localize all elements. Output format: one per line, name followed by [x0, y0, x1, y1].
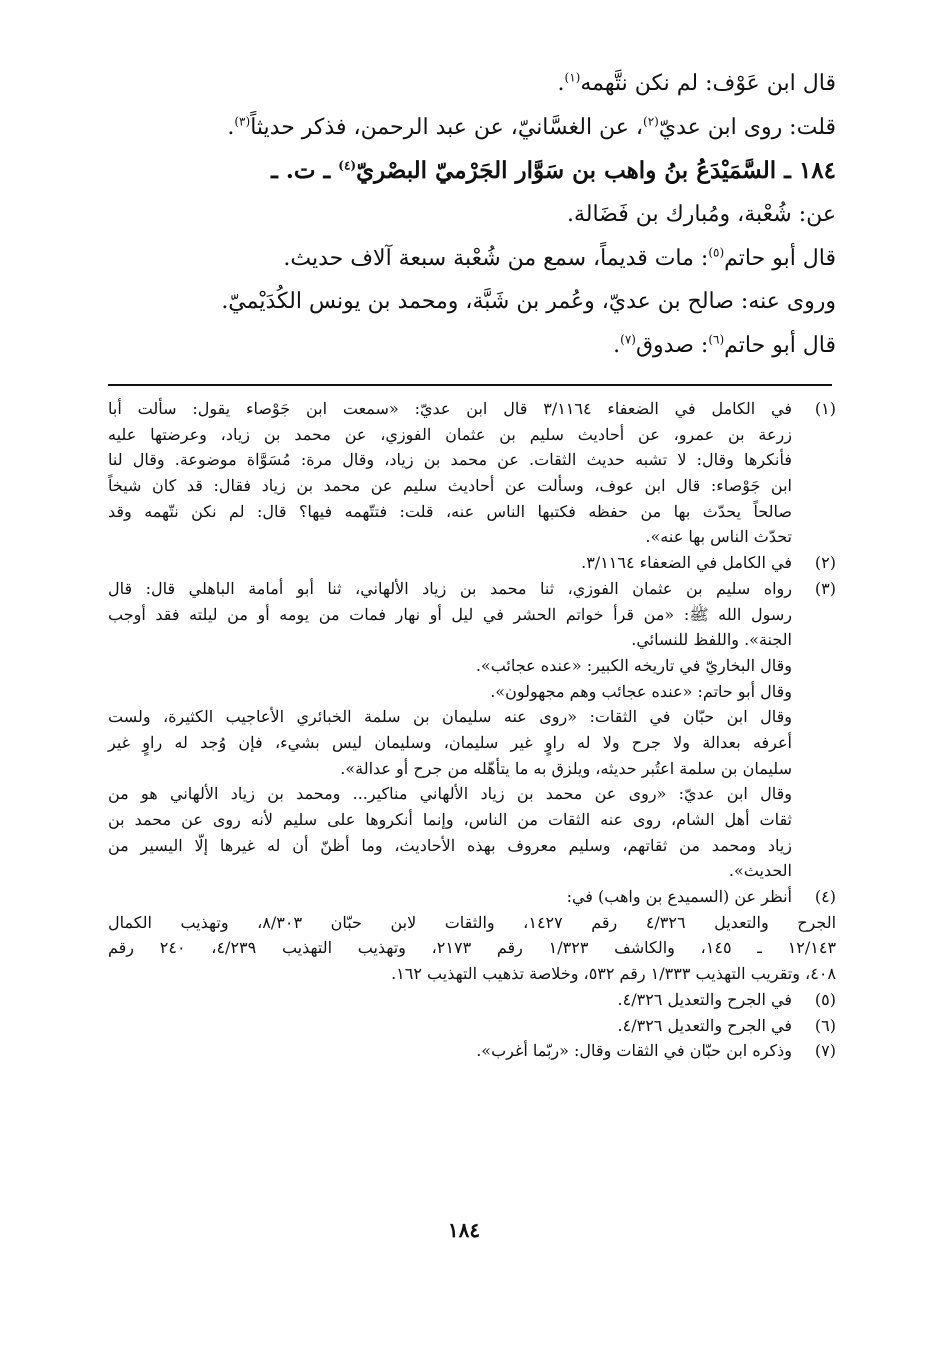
footnote-line: ١٢/١٤٣ ـ ١٤٥، والكاشف ١/٣٢٣ رقم ٢١٧٣، وتهذيب التهذيب ٤/٢٣٩، ٢٤٠ رقم [108, 938, 837, 958]
footnote-line: زياد ومحمد من ثقاتهم، وسليم معروف بهذه الأحاديث، وما أظنّ أن له غيرها إلّا اليسير من [108, 835, 792, 855]
footnote-line: ابن جَوْصاء: قال ابن عوف، وسألت عن أحاديث سليم عن محمد بن زياد فقال: قد كان شيخاً [108, 476, 792, 496]
footnote-line: أنظر عن (السميدع بن واهب) في: [566, 887, 792, 907]
footnote-line: في الجرح والتعديل ٤/٣٢٦. [617, 989, 792, 1009]
footnote-number: (٥) [814, 989, 836, 1009]
footnote-line: رواه سليم بن عثمان الفوزي، ثنا محمد بن زياد الألهاني، ثنا أبو أمامة الباهلي قال: قال [108, 578, 792, 598]
footnote-number: (٢) [814, 553, 836, 573]
footnote-line: وقال أبو حاتم: «عنده عجائب وهم مجهولون». [490, 681, 792, 701]
footnote-ref[interactable]: (٧) [620, 332, 636, 347]
main-line: عن: شُعْبة، ومُبارك بن فَضَالة. [566, 202, 836, 228]
footnote-number: (٦) [814, 1015, 836, 1035]
main-line: قال ابن عَوْف: لم نكن نتَّهمه$^{(١)}$. [557, 70, 836, 96]
footnote-3 [108, 576, 836, 884]
footnote-ref[interactable]: (٢) [643, 114, 659, 129]
main-line: قال أبو حاتم$^{(٦)}$: صدوق$^{(٧)}$. [613, 332, 836, 359]
footnote-line: وذكره ابن حبّان في الثقات وقال: «ربّما أغرب». [476, 1041, 792, 1061]
footnotes [108, 396, 836, 1064]
footnote-line: وقال ابن عديّ: «روى عن محمد بن زياد الألهاني مناكير... ومحمد بن زياد الألهاني هو من [108, 784, 792, 804]
footnote-line: سليمان بن سلمة اعتُبر حديثه، ويلزق به ما يتأهّله من جرح أو عدالة». [340, 758, 792, 778]
main-line: وروى عنه: صالح بن عديّ، وعُمر بن شَبَّة، ومحمد بن يونس الكُدَيْميّ. [221, 289, 836, 315]
footnote-number: (١) [814, 399, 836, 418]
footnote-ref[interactable]: (٣) [234, 114, 251, 129]
footnote-ref[interactable]: (٦) [708, 332, 725, 347]
footnote-line: أعرفه بعدالة ولا جرح ولا له راوٍ غير سليمان، وسليمان ليس بشيء، فإن وُجد له راوٍ غير [108, 732, 792, 752]
footnote-line: الحديث». [728, 861, 792, 881]
footnote-number: (٧) [814, 1041, 836, 1061]
footnote-line: ٤٠٨، وتقريب التهذيب ١/٣٣٣ رقم ٥٣٢، وخلاصة تذهيب التهذيب ١٦٢. [391, 964, 836, 984]
footnote-number: (٣) [814, 578, 836, 598]
footnote-line: الجرح والتعديل ٤/٣٢٦ رقم ١٤٢٧، والثقات لابن حبّان ٨/٣٠٣، وتهذيب الكمال [108, 912, 837, 932]
footnote-6 [108, 1013, 836, 1039]
page-number: ١٨٤ [447, 1218, 481, 1242]
footnote-ref[interactable]: (٥) [708, 245, 725, 260]
footnote-5 [108, 987, 836, 1013]
footnote-line: الجنة». واللفظ للنسائي. [631, 630, 792, 650]
footnote-line: صالحاً يحدّث بها من حفظه فكتبها الناس عنه، قلت: فتتّهمه فيها؟ قال: لم نكن نتّهمه وقد [108, 501, 792, 521]
footnote-line: ثقات أهل الشام، روى عنه الثقات من الناس، وإنما أنكروها على سليم لأنه روى عن محمد بن [108, 810, 792, 830]
main-line: قلت: روى ابن عديّ$^{(٢)}$، عن الغسَّانيّ، عن عبد الرحمن، فذكر حديثاً$^{(٣)}$. [227, 114, 836, 140]
footnote-divider [108, 384, 832, 386]
footnote-line: وقال ابن حبّان في الثقات: «روى عنه سليمان بن سلمة الخبائري الأعاجيب الكثيرة، ولست [108, 707, 793, 727]
entry-heading: ١٨٤ ـ السَّمَيْدَعُ بنُ واهب بن سَوَّار الجَرْميّ البصْريّ$^{(٤)}$ ـ ت. ـ [271, 157, 836, 185]
footnote-line: رسول الله ﷺ: «من قرأ خواتم الحشر في ليل أو نهار فمات من يومه أو من ليلته فقد أوجب [108, 604, 792, 624]
footnote-line: فأنكرها وقال: لا تشبه حديث الثقات. عن محمد بن زياد، وقال مرة: مُسَوَّاة موضوعة. وقال لنا [108, 450, 792, 470]
footnote-line: زرعة بن عمرو، عن أحاديث سليم بن عثمان الفوزي، عن محمد بن زياد، وعرضتها عليه [108, 424, 792, 444]
footnote-4 [108, 884, 836, 910]
footnote-7 [108, 1038, 836, 1064]
footnote-ref[interactable]: (١) [564, 70, 581, 85]
footnote-4-sources [108, 910, 836, 987]
main-line: قال أبو حاتم$^{(٥)}$: مات قديماً، سمع من شُعْبة سبعة آلاف حديث. [283, 245, 836, 271]
footnote-1 [108, 396, 836, 550]
footnote-ref[interactable]: (٤) [338, 158, 357, 173]
main-text [108, 62, 836, 368]
footnote-2 [108, 550, 836, 576]
footnote-line: في الكامل في الضعفاء ٣/١١٦٤. [581, 553, 792, 573]
footnote-number: (٤) [814, 887, 836, 907]
footnote-line: في الكامل في الضعفاء ٣/١١٦٤ قال ابن عديّ: «سمعت ابن جَوْصاء يقول: سألت أبا [108, 399, 793, 418]
footnote-line: وقال البخاريّ في تاريخه الكبير: «عنده عجائب». [475, 655, 792, 675]
footnote-line: في الجرح والتعديل ٤/٣٢٦. [617, 1015, 792, 1035]
footnote-line: تحدّث الناس بها عنه». [645, 527, 792, 547]
